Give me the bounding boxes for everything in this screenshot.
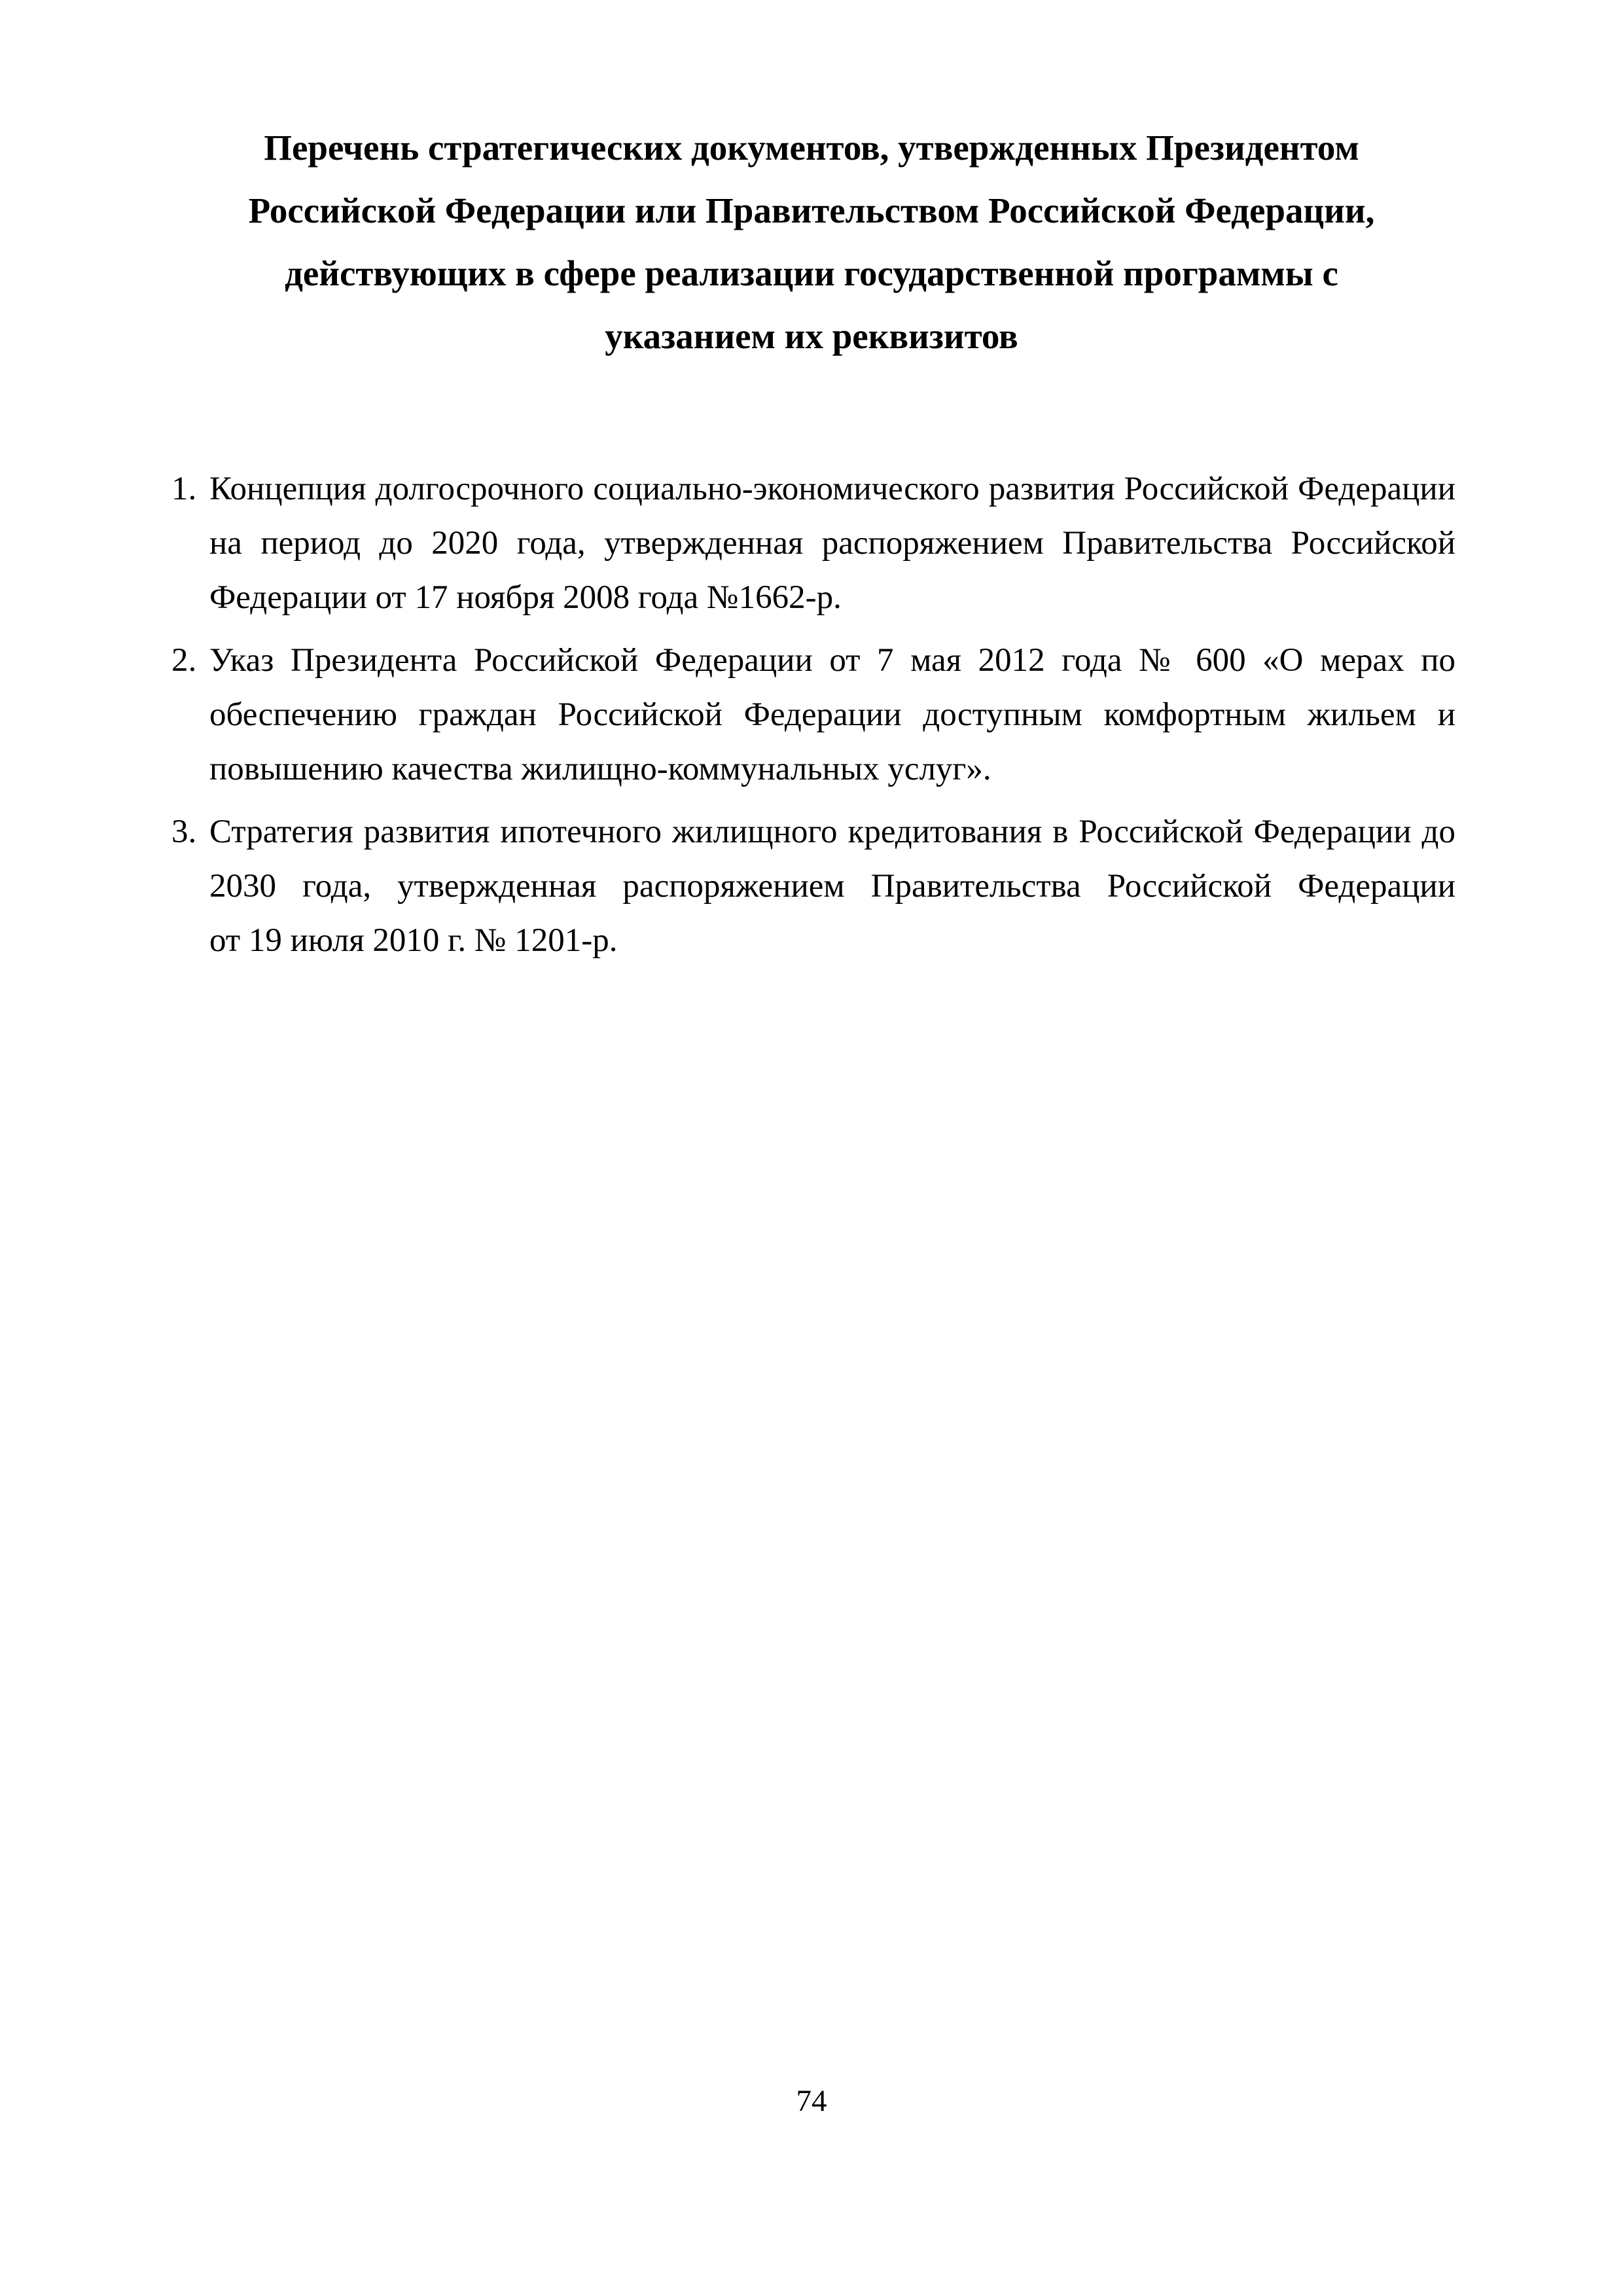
list-item-line: Указ Президента Российской Федерации от 7 мая 2012 года № 600 «О мерах по [209, 642, 1455, 679]
list-item-text [209, 805, 1455, 968]
list-item-line: обеспечению граждан Российской Федерации доступным комфортным жильем и [209, 696, 1455, 733]
page-title-line: Перечень стратегических документов, утвержденных Президентом [264, 128, 1359, 168]
list-item-line: от 19 июля 2010 г. № 1201-р. [209, 922, 618, 959]
list-item [171, 462, 1455, 625]
list-item-number: 2. [171, 642, 197, 679]
list-item-line: повышению качества жилищно-коммунальных услуг». [209, 751, 991, 787]
list-item-line: на период до 2020 года, утвержденная распоряжением Правительства Российской [209, 525, 1455, 562]
list-item [171, 634, 1455, 797]
list-item-number: 3. [171, 814, 197, 850]
list-item-line: Концепция долгосрочного социально-экономического развития Российской Федерации [209, 471, 1455, 507]
list-item-number: 1. [171, 471, 197, 507]
documents-list [171, 462, 1455, 977]
page-title [170, 117, 1453, 368]
page-title-line: действующих в сфере реализации государственной программы с [285, 253, 1338, 293]
page-number: 74 [796, 2084, 827, 2118]
list-item-line: Стратегия развития ипотечного жилищного кредитования в Российской Федерации до [209, 814, 1455, 850]
list-item-text [209, 462, 1455, 625]
list-item [171, 805, 1455, 968]
list-item-text [209, 634, 1455, 797]
page-title-line: указанием их реквизитов [605, 316, 1018, 356]
page-title-line: Российской Федерации или Правительством Российской Федерации, [248, 190, 1375, 230]
list-item-line: 2030 года, утвержденная распоряжением Правительства Российской Федерации [209, 868, 1455, 905]
list-item-line: Федерации от 17 ноября 2008 года №1662-р. [209, 579, 842, 616]
